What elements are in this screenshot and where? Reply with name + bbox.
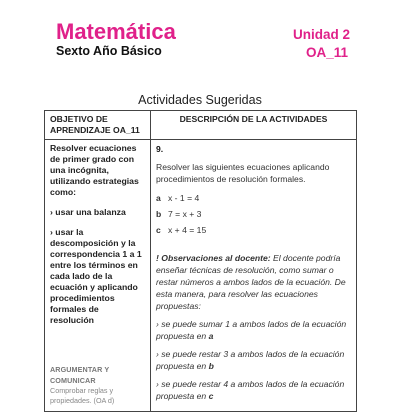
activities-table [44,110,357,412]
section-title: Actividades Sugeridas [138,93,262,107]
equation-expression: 7 = x + 3 [168,209,202,219]
equation-label: a [156,193,161,203]
activity-instruction: Resolver las siguientes ecuaciones aplicando procedimientos de resolución formales. [156,162,330,184]
skill-heading: ARGUMENTAR Y COMUNICAR [50,365,110,385]
strategy-item: › usar una balanza [50,207,126,217]
table-header-row [45,111,357,140]
unit-label: Unidad 2 [292,27,350,42]
equation-label: b [156,209,162,219]
equation-item [156,224,351,236]
teacher-observations [156,252,351,312]
description-column-header: DESCRIPCIÓN DE LA ACTIVIDADES [151,111,357,140]
table-row [45,140,357,412]
activity-number: 9. [156,144,164,154]
equation-label: c [156,225,161,235]
list-item: › se puede restar 4 a ambos lados de la ecuación propuesta en c [156,379,345,401]
equation-letter: a [208,331,214,341]
activity-cell [151,140,357,412]
list-item: › se puede sumar 1 a ambos lados de la ecuación propuesta en a [156,319,347,341]
observation-text: El docente podría enseñar técnicas de resolución, como sumar o restar números a ambos lados de la ecuación. De esta manera, para resolver las ecuaciones propuestas: [156,253,346,311]
list-item: › se puede restar 3 a ambos lados de la ecuación propuesta en b [156,349,345,371]
equation-expression: x + 4 = 15 [168,225,207,235]
equation-letter: c [208,391,214,401]
observation-label: Observaciones al docente: [161,253,271,263]
oa-label: OA_11 [305,45,348,60]
equation-letter: b [208,361,214,371]
subject-title: Matemática [56,19,176,44]
objective-cell [45,140,151,412]
strategy-item: › usar la descomposición y la correspondencia 1 a 1 entre los términos en cada lado de la ecuación y aplicando procedimientos formales de resolución [50,227,142,325]
objective-intro: Resolver ecuaciones de primer grado con una incógnita, utilizando estrategias como: [50,143,139,197]
equation-expression: x - 1 = 4 [168,193,200,203]
grade-title: Sexto Año Básico [56,44,162,58]
objective-column-header: OBJETIVO DE APRENDIZAJE OA_11 [45,111,151,140]
equation-item [156,192,351,204]
skill-description: Comprobar reglas y propiedades. (OA d) [50,386,115,405]
equation-item [156,208,351,220]
observation-marker: ! [156,253,159,263]
